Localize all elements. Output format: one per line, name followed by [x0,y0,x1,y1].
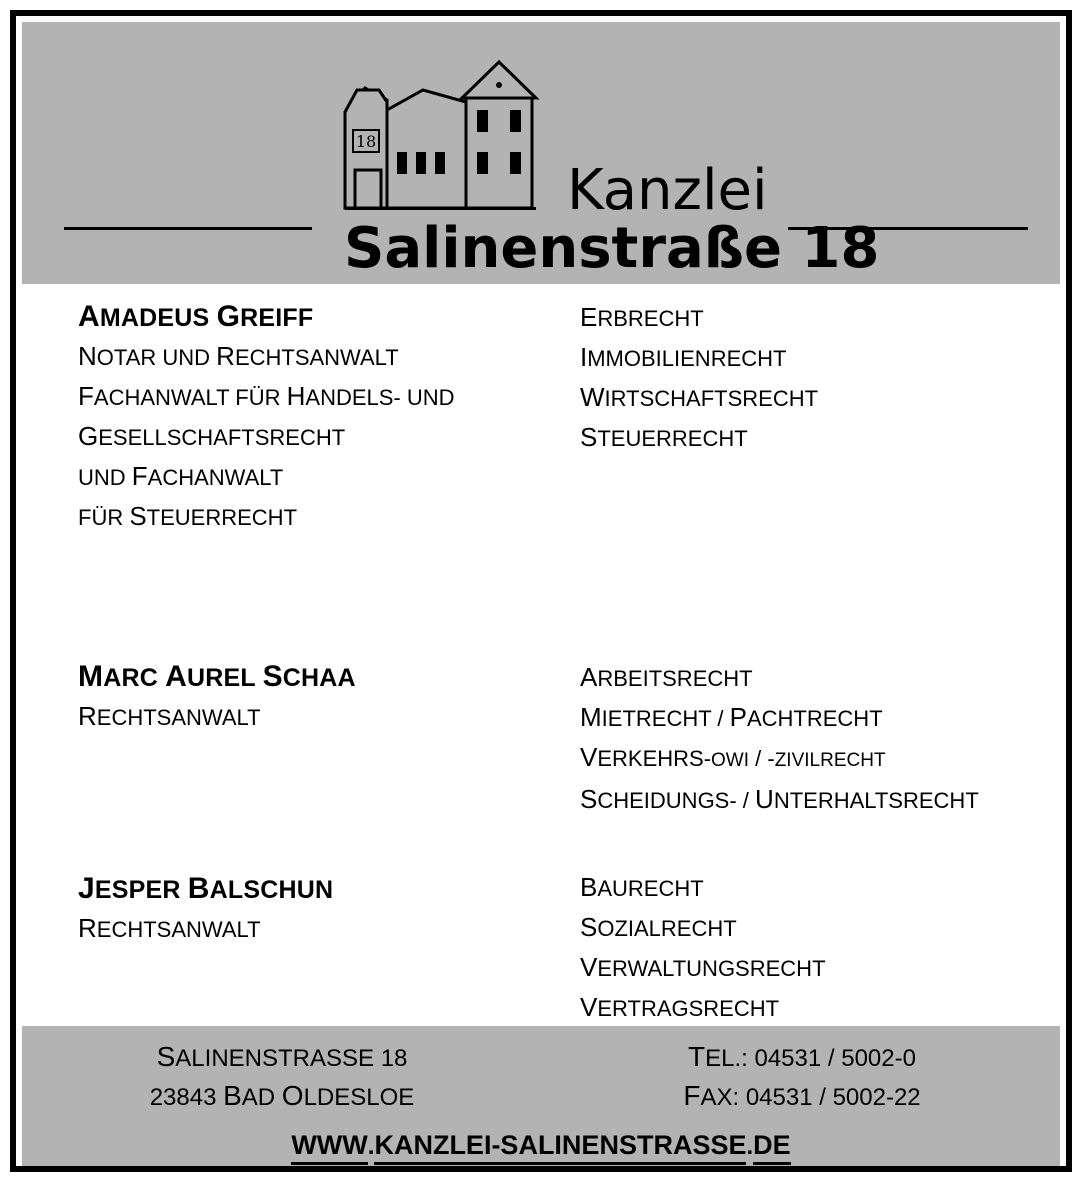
person-name: AMADEUS GREIFF [78,300,314,333]
person-name-column [78,870,548,949]
practice-field: WIRTSCHAFTSRECHT [580,382,819,412]
practice-field: MIETRECHT / PACHTRECHT [580,702,883,732]
person-name-column [78,298,548,537]
website-link[interactable]: WWW.KANZLEI-SALINENSTRASSE.DE [22,1130,1060,1169]
address-city: 23843 BAD OLDESLOE [149,1080,415,1111]
page-title: Kanzlei [567,158,768,223]
person-role: FÜR STEUERRECHT [78,501,298,531]
footer-contact [542,1038,1062,1116]
person-role: RECHTSANWALT [78,701,261,731]
house-building-icon [327,52,567,232]
phone-number: TEL.: 04531 / 5002-0 [688,1041,916,1072]
logo-house-number: 18 [355,132,377,151]
person-role: GESELLSCHAFTSRECHT [78,421,346,451]
person-role: FACHANWALT FÜR HANDELS- UND [78,381,455,411]
practice-field: VERTRAGSRECHT [580,992,780,1022]
card-inner [22,22,1060,1160]
fax-number: FAX: 04531 / 5002-22 [683,1080,921,1111]
practice-field: IMMOBILIENRECHT [580,342,787,372]
person-name: JESPER BALSCHUN [78,872,334,905]
practice-field: BAURECHT [580,872,704,902]
person-fields-column [580,658,1050,820]
card-border [10,10,1072,1172]
practice-field: ERBRECHT [580,302,704,332]
person-role: NOTAR UND RECHTSANWALT [78,341,399,371]
header-rule-left [64,227,312,230]
person-fields-column [580,868,1050,1028]
footer-address [22,1038,542,1116]
person-name-column [78,658,548,737]
practice-field: VERWALTUNGSRECHT [580,952,826,982]
address-street: SALINENSTRASSE 18 [156,1041,408,1072]
practice-field: STEUERRECHT [580,422,748,452]
card-footer [22,1026,1060,1166]
practice-field: SOZIALRECHT [580,912,737,942]
page-subtitle: Salinenstraße 18 [344,216,880,281]
practice-field: VERKEHRS-OWI / -ZIVILRECHT [580,742,886,772]
card-body [22,284,1060,1026]
person-fields-column [580,298,1050,458]
practice-field: SCHEIDUNGS- / UNTERHALTSRECHT [580,784,979,814]
card-header [22,22,1060,284]
practice-field: ARBEITSRECHT [580,662,753,692]
person-role: RECHTSANWALT [78,913,261,943]
person-name: MARC AUREL SCHAA [78,660,356,693]
person-role: UND FACHANWALT [78,461,284,491]
